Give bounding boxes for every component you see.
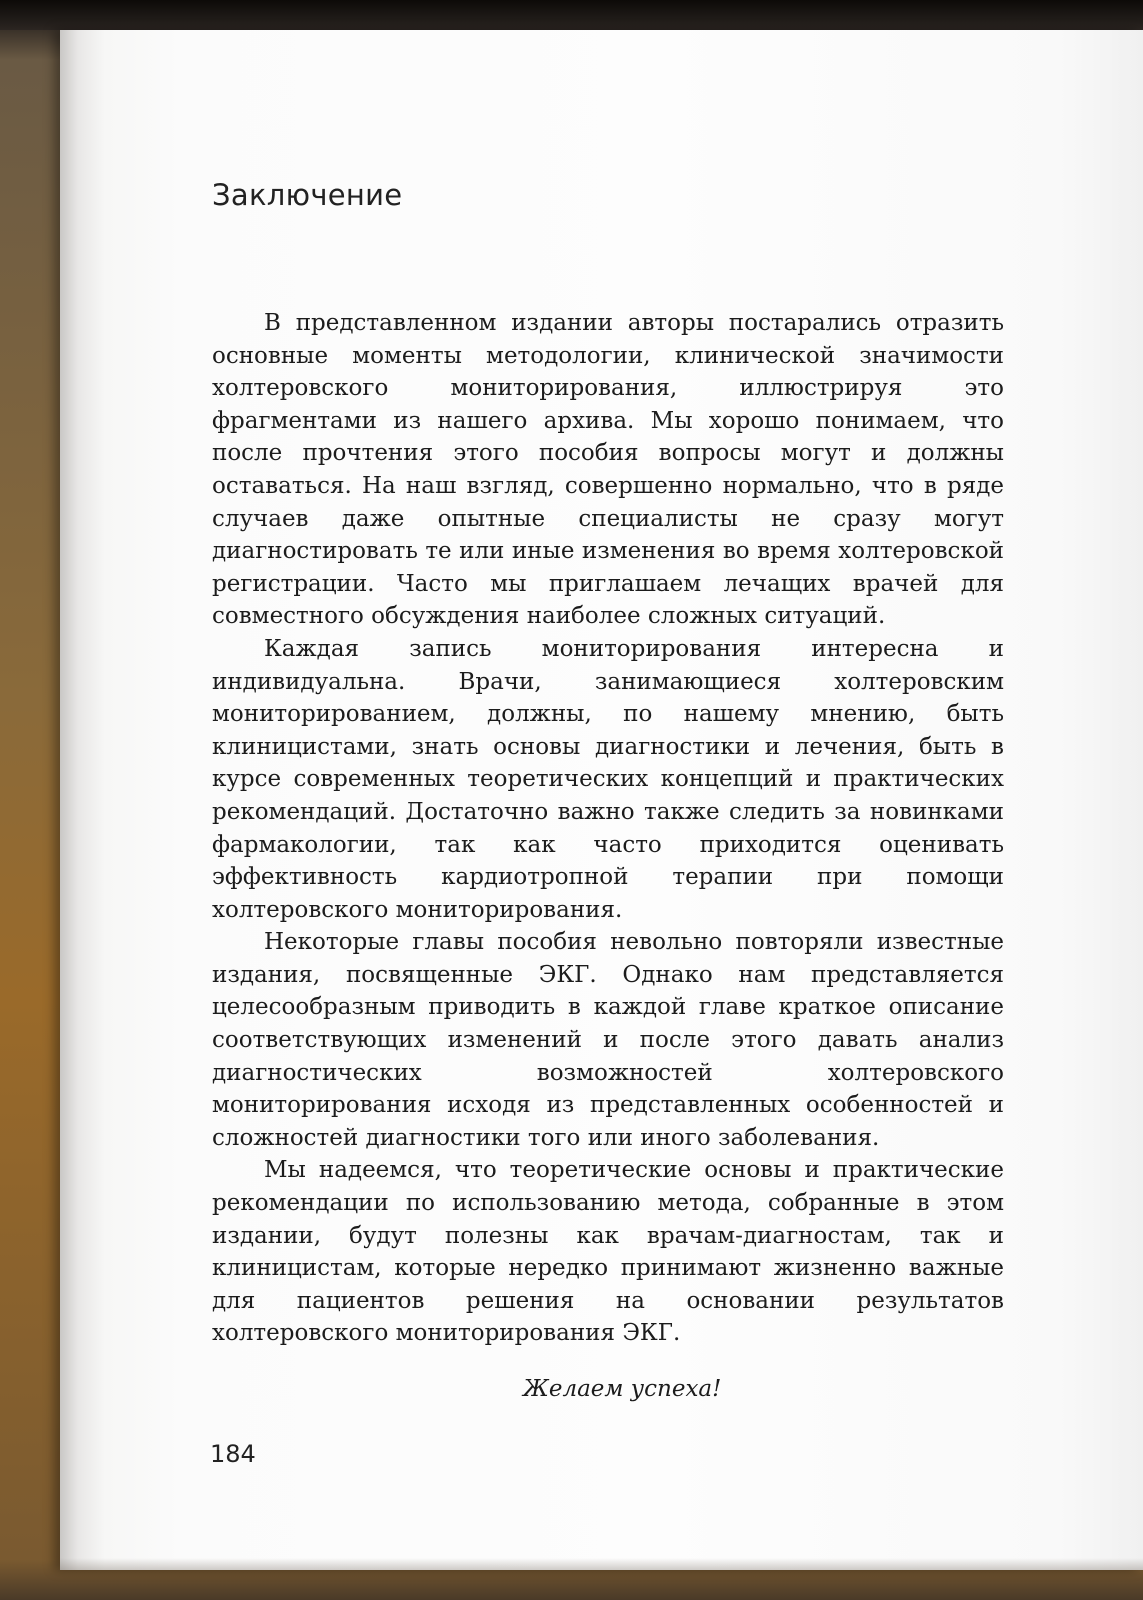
paragraph: В представленном издании авторы постарались отразить основные моменты методологии, клинической значимости холтеровского мониторирования, иллюстрируя это фрагментами из нашего архива. Мы хорошо понимаем, что после прочтения этого пособия вопросы могут и должны оставаться. На наш взгляд, совершенно нормально, что в ряде случаев даже опытные специалисты не сразу могут диагностировать те или иные изменения во время холтеровской регистрации. Часто мы приглашаем лечащих врачей для совместного обсуждения наиболее сложных ситуаций. (212, 310, 1004, 630)
chapter-title: Заключение (212, 178, 403, 212)
page-number: 184 (210, 1440, 256, 1468)
paragraph: Некоторые главы пособия невольно повторяли известные издания, посвященные ЭКГ. Однако нам представляется целесообразным приводить в каждой главе краткое описание соответствующих изменений и после этого давать анализ диагностических возможностей холтеровского мониторирования исходя из представленных особенностей и сложностей диагностики того или иного заболевания. (212, 929, 1004, 1151)
body-text (212, 307, 1004, 1350)
book-page (60, 30, 1143, 1570)
signoff: Желаем успеха! (523, 1376, 722, 1402)
paragraph: Каждая запись мониторирования интересна и индивидуальна. Врачи, занимающиеся холтеровским мониторированием, должны, по нашему мнению, быть клиницистами, знать основы диагностики и лечения, быть в курсе современных теоретических концепций и практических рекомендаций. Достаточно важно также следить за новинками фармакологии, так как часто приходится оценивать эффективность кардиотропной терапии при помощи холтеровского мониторирования. (212, 635, 1004, 923)
paragraph: Мы надеемся, что теоретические основы и практические рекомендации по использованию метода, собранные в этом издании, будут полезны как врачам-диагностам, так и клиницистам, которые нередко принимают жизненно важные для пациентов решения на основании результатов холтеровского мониторирования ЭКГ. (212, 1157, 1004, 1347)
